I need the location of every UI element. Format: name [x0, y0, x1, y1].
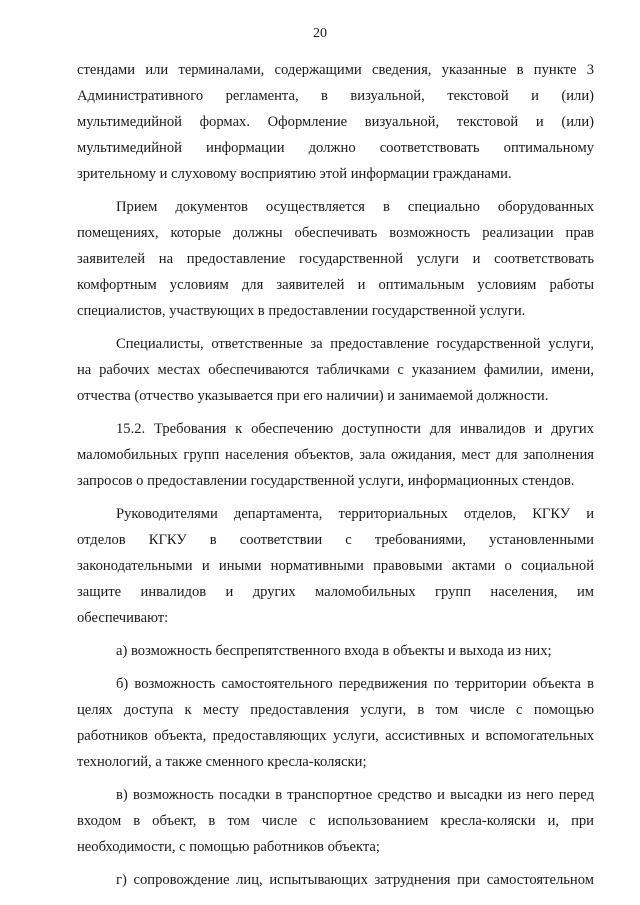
paragraph [77, 57, 594, 187]
text-line: зрительному и слуховому восприятию этой информации гражданами. [77, 166, 512, 182]
text-line: а) возможность беспрепятственного входа в объекты и выхода из них; [116, 643, 552, 659]
paragraph [77, 194, 594, 324]
text-line: на рабочих местах обеспечиваются табличками с указанием фамилии, имени, [77, 362, 594, 378]
text-line: мультимедийной формах. Оформление визуальной, текстовой и (или) [77, 114, 594, 130]
paragraph [77, 501, 594, 631]
text-line: заявителей на предоставление государственной услуги и соответствовать [77, 251, 594, 267]
text-line: необходимости, с помощью работников объекта; [77, 839, 380, 855]
text-line: технологий, а также сменного кресла-коляски; [77, 754, 367, 770]
text-line: защите инвалидов и других маломобильных групп населения, им [77, 584, 594, 600]
text-line: отделов КГКУ в соответствии с требованиями, установленными [77, 532, 594, 548]
text-line: входом в объект, в том числе с использованием кресла-коляски и, при [77, 813, 594, 829]
paragraph [77, 331, 594, 409]
text-line: помещениях, которые должны обеспечивать возможность реализации прав [77, 225, 594, 241]
paragraph [77, 416, 594, 494]
text-line: мультимедийной информации должно соответствовать оптимальному [77, 140, 594, 156]
text-line: Специалисты, ответственные за предоставление государственной услуги, [116, 336, 594, 352]
text-line: стендами или терминалами, содержащими сведения, указанные в пункте 3 [77, 62, 594, 78]
text-line: маломобильных групп населения объектов, зала ожидания, мест для заполнения [77, 447, 594, 463]
text-line: б) возможность самостоятельного передвижения по территории объекта в [116, 676, 594, 692]
text-line: обеспечивают: [77, 610, 169, 626]
paragraph [77, 867, 594, 893]
text-line: Административного регламента, в визуальной, текстовой и (или) [77, 88, 594, 104]
text-line: запросов о предоставлении государственной услуги, информационных стендов. [77, 473, 575, 489]
text-line: Руководителями департамента, территориальных отделов, КГКУ и [116, 506, 594, 522]
paragraph [77, 782, 594, 860]
text-line: законодательными и иными нормативными правовыми актами о социальной [77, 558, 594, 574]
page-number: 20 [313, 26, 327, 41]
text-line: специалистов, участвующих в предоставлении государственной услуги. [77, 303, 526, 319]
paragraph [77, 638, 594, 664]
document-body [77, 57, 594, 893]
text-line: комфортным условиям для заявителей и оптимальным условиям работы [77, 277, 594, 293]
text-line: 15.2. Требования к обеспечению доступности для инвалидов и других [116, 421, 594, 437]
text-line: г) сопровождение лиц, испытывающих затруднения при самостоятельном [116, 872, 594, 888]
text-line: отчества (отчество указывается при его наличии) и занимаемой должности. [77, 388, 549, 404]
text-line: работников объекта, предоставляющих услуги, ассистивных и вспомогательных [77, 728, 594, 744]
paragraph [77, 671, 594, 775]
text-line: целях доступа к месту предоставления услуги, в том числе с помощью [77, 702, 594, 718]
text-line: Прием документов осуществляется в специально оборудованных [116, 199, 594, 215]
text-line: в) возможность посадки в транспортное средство и высадки из него перед [116, 787, 594, 803]
